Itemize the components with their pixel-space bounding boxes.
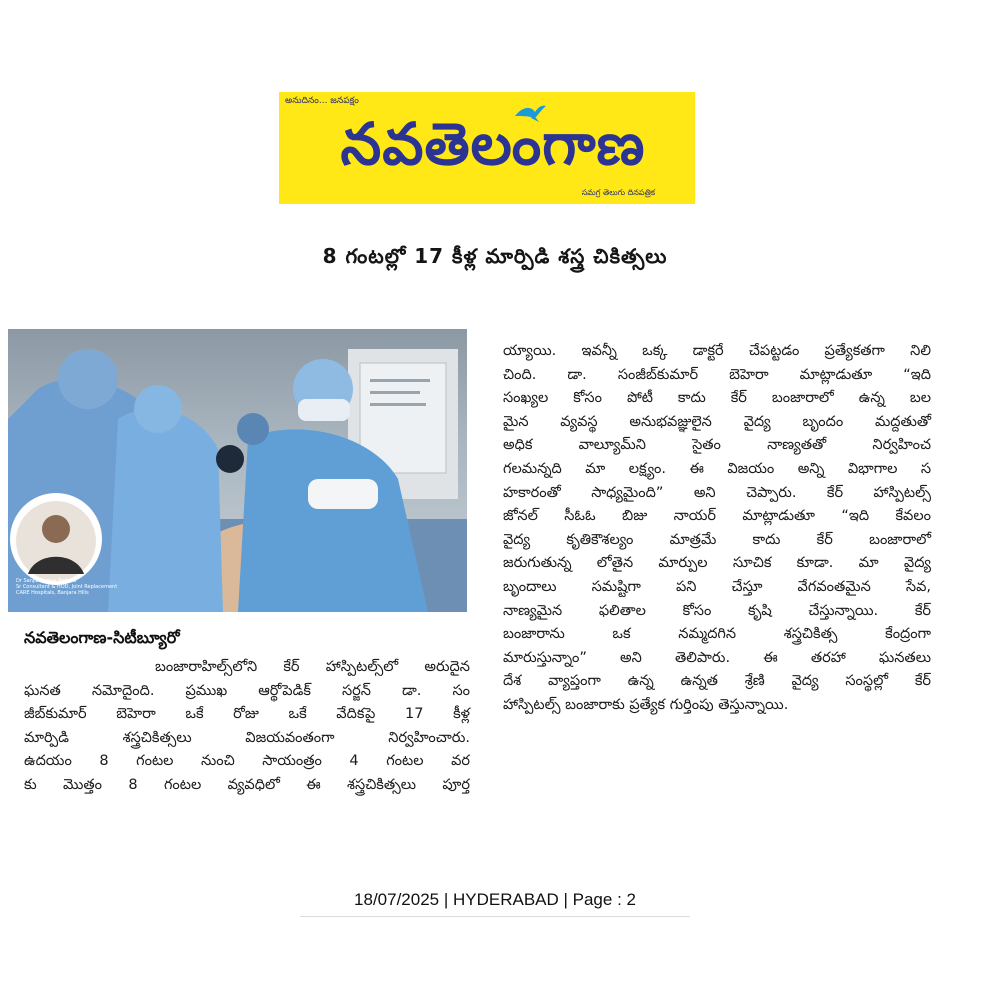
body-line: గలమన్నది మా లక్ష్యం. ఈ విజయం అన్ని విభాగాల స (503, 460, 931, 477)
body-line: మార్పిడి శస్త్రచికిత్సలు విజయవంతంగా నిర్వహించారు. (24, 729, 470, 746)
body-line: జరుగుతున్న లోతైన మార్పుల సూచిక కూడా. మా వైద్య (503, 555, 931, 572)
body-line: హకారంతో సాధ్యమైంది” అని చెప్పారు. కేర్ హాస్పిటల్స్ (503, 484, 931, 501)
footer-divider (300, 916, 690, 917)
body-line: బృందాలు సమష్టిగా పని చేస్తూ వేగవంతమైన సేవ, (503, 578, 931, 595)
body-line: అధిక వాల్యూమ్‌ని సైతం నాణ్యతతో నిర్వహించ (503, 437, 931, 454)
body-line: దేశ వ్యాప్తంగా ఉన్న ఉన్నత శ్రేణి వైద్య సంస్థల్లో కేర్ (503, 673, 931, 690)
article-byline: నవతెలంగాణ-సిటీబ్యూరో (24, 628, 180, 647)
masthead-subtitle: సమగ్ర తెలుగు దినపత్రిక (581, 188, 655, 197)
masthead-logo (279, 92, 695, 204)
body-line: బంజారాహిల్స్‌లోని కేర్ హాస్పిటల్స్‌లో అరుదైన (24, 659, 470, 675)
body-line: హాస్పిటల్స్ బంజారాకు ప్రత్యేక గుర్తింపు తెస్తున్నాయి. (503, 696, 789, 713)
body-line: చింది. డా. సంజీబ్‌కుమార్ బెహెరా మాట్లాడుతూ “ఇది (503, 366, 931, 383)
article-body-left (24, 656, 470, 798)
body-line: బంజారాను ఒక నమ్మదగిన శస్త్రచికిత్స కేంద్రంగా (503, 626, 931, 643)
body-line: వైద్య కృతికౌశల్యం మాత్రమే కాదు కేర్ బంజారాలో (503, 531, 931, 548)
body-line: జోనల్ సీఓఓ బిజు నాయర్ మాట్లాడుతూ “ఇది కేవలం (503, 508, 931, 525)
article-headline: 8 గంటల్లో 17 కీళ్ల మార్పిడి శస్త్ర చికిత్సలు (322, 244, 668, 268)
body-line: కు మొత్తం 8 గంటల వ్యవధిలో ఈ శస్త్రచికిత్సలు పూర్త (24, 776, 470, 793)
article-photo (8, 329, 467, 612)
article-body-right (503, 340, 931, 718)
masthead-title: నవతెలంగాణ (340, 110, 646, 178)
photo-inset-caption: Dr Sanjib Kumar Behera Sr Consultant & HOD, Joint Replacement CARE Hospitals, Banjara Hills (16, 578, 118, 596)
body-line: మారుస్తున్నాం” అని తెలిపారు. ఈ తరహా ఘనతలు (503, 649, 931, 666)
body-line: నాణ్యమైన ఫలితాల కోసం కృషి చేస్తున్నాయి. కేర్ (503, 602, 931, 619)
masthead-tagline: అనుదినం... జనపక్షం (285, 96, 359, 106)
body-line: జీబ్‌కుమార్ బెహెరా ఒకే రోజు ఒకే వేదికపై 17 కీళ్ల (24, 706, 470, 723)
body-line: మైన వ్యవస్థ అనుభవజ్ఞులైన వైద్య బృందం మద్దతుతో (503, 413, 931, 430)
page-footer: 18/07/2025 | HYDERABAD | Page : 2 (354, 890, 636, 909)
body-line: య్యాయి. ఇవన్నీ ఒక్క డాక్టరే చేపట్టడం ప్రత్యేకతగా నిలి (503, 343, 931, 359)
body-line: ఉదయం 8 గంటల నుంచి సాయంత్రం 4 గంటల వర (24, 753, 470, 770)
body-line: సంఖ్యల కోసం పోటీ కాదు కేర్ బంజారాలో ఉన్న బల (503, 390, 931, 407)
body-line: ఘనత నమోదైంది. ప్రముఖ ఆర్థోపెడిక్ సర్జన్ డా. సం (24, 682, 470, 699)
